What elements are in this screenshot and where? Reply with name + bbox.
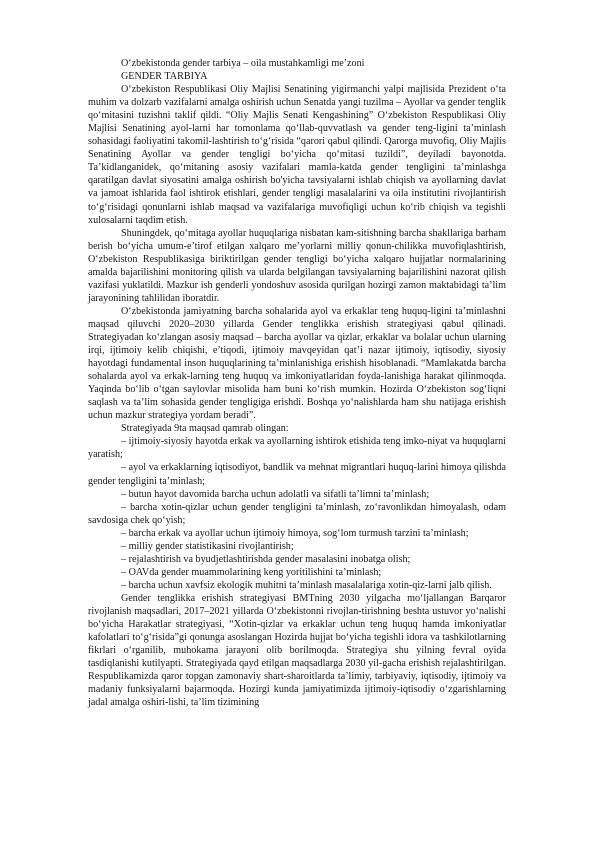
list-item: – barcha uchun xavfsiz ekologik muhitni ta’minlash masalalariga xotin-qiz-larni jalb qilish. [121, 579, 492, 591]
section-heading: GENDER TARBIYA [121, 71, 208, 83]
list-item: – rejalashtirish va byudjetlashtirishda gender masalasini inobatga olish; [121, 553, 411, 565]
document-title: O‘zbekistonda gender tarbiya – oila mustahkamligi me’zoni [121, 58, 365, 69]
closing-paragraph: Gender tenglikka erishish strategiyasi BMTning 2030 yilgacha mo‘ljallangan Barqaror rivojlanish maqsadlari, 2017–2021 yillarda O‘zbekistonni rivojlan-tirishning beshta ustuvor yo‘nalishi bo‘yicha Harakatlar strategiyasi, “Xotin-qizlar va erkaklar uchun teng huquq hamda imkoniyatlar kafolatlari to‘g‘risida”gi qonunga asoslangan Hozirda hujjat bo‘yicha tegishli idora va tashkilotlarning fikrlari o‘rganilib, muhokama jarayoni olib borilmoqda. Strategiya shu yilning fevral oyida tasdiqlanishi kutilyapti. Strategiyada qayd etilgan maqsadlarga 2030 yil-gacha erishish rejalashtirilgan. Respublikamizda qaror topgan zamonaviy shart-sharoitlarda ta’limiy, tarbiyaviy, iqtisodiy, ijtimoiy va madaniy funksiyalarni bajarmoqda. Hozirgi kunda jamiyatimizda ijtimoiy-iqtisodiy o‘zgarishlarning jadal amalga oshiri-lishi, ta’lim tizimining [88, 592, 506, 709]
list-item: – milliy gender statistikasini rivojlantirish; [121, 540, 294, 552]
paragraph-3: O‘zbekistonda jamiyatning barcha sohalarida ayol va erkaklar teng huquq-ligini ta’minlashni maqsad qiluvchi 2020–2030 yillarda Gender tenglikka erishish strategiyasi qabul qilinadi. Strategiyadan ko‘zlangan asosiy maqsad – barcha ayollar va qizlar, erkaklar va bolalar uchun ularning irqi, ijtimoiy kelib chiqishi, e’tiqodi, ijtimoiy mavqeyidan qat’i nazar ijtimoiy, iqtisodiy, siyosiy hayotdagi fundamental inson huquqlarining ta’minlanishiga erishish hisoblanadi. “Mamlakatda barcha sohalarda ayol va erkak-larning teng huquq va imkoniyatlaridan foyda-lanishiga harakat qilinmoqda. Yaqinda bo‘lib o‘tgan saylovlar misolida ham buni ko‘rish mumkin. Hozirda O‘zbekiston sog‘liqni saqlash va ta’lim sohasida gender tengligiga erishdi. Boshqa yo‘nalishlarda ham shu natijaga erishish uchun mazkur strategiya yordam beradi”. [88, 305, 506, 422]
list-item: – barcha erkak va ayollar uchun ijtimoiy himoya, sog‘lom turmush tarzini ta’minlash; [121, 527, 469, 539]
document-page [88, 57, 506, 709]
paragraph-1: O‘zbekiston Respublikasi Oliy Majlisi Senatining yigirmanchi yalpi majlisida Prezident o‘ta muhim va dolzarb vazifalarni amalga oshirish uchun Senatda yangi tuzilma – Ayollar va gender tenglik qo‘mitasini tuzishni taklif qildi. “Oliy Majlis Senati Kengashining” O‘zbekiston Respublikasi Oliy Majlisi Senatining ayol-larni har tomonlama qo‘llab-quvvatlash va gender teng-ligini ta’minlash sohasidagi faoliyatini takomil-lashtirish to‘g‘risida “qarori qabul qilindi. Qarorga muvofiq, Oliy Majlis Senatining Ayollar va gender tengligi bo‘yicha qo‘mitasi tuzildi”, deyiladi bayonotda. Ta’kidlanganidek, qo‘mitaning asosiy vazifalari mamla-katda gender tengligini ta’minlashga qaratilgan davlat siyosatini amalga oshirish bo'yicha tavsiyalarni ishlab chiqish va ayollarning davlat va jamoat ishlarida faol ishtirok etishlari, gender tengligi masalalarini va oila institutini rivojlantirish to‘g‘risidagi qonunlarni ishlab maqsad va vazifalariga muvofiqligi uchun ko‘rib chiqish va tegishli xulosalarni taqdim etish. [88, 84, 507, 226]
list-item: – butun hayot davomida barcha uchun adolatli va sifatli ta’limni ta’minlash; [121, 488, 430, 500]
list-item: – barcha xotin-qizlar uchun gender tengligini ta’minlash, zo‘ravonlikdan himoyalash, odam savdosiga chek qo‘yish; [88, 501, 506, 526]
list-item: – OAVda gender muammolarining keng yoritilishini ta’minlash; [121, 566, 382, 578]
list-item: – ayol va erkaklarning iqtisodiyot, bandlik va mehnat migrantlari huquq-larini himoya qilishda gender tengligini ta’minlash; [88, 462, 506, 487]
list-item: – ijtimoiy-siyosiy hayotda erkak va ayollarning ishtirok etishida teng imko-niyat va huquqlarni yaratish; [88, 436, 506, 461]
paragraph-2: Shuningdek, qo‘mitaga ayollar huquqlariga nisbatan kam-sitishning barcha shakllariga barham berish bo‘yicha umum-e’tirof etilgan xalqaro me’yorlarni milliy qonun-chilikka muvofiqlashtirish, O‘zbekiston Respublikasiga biriktirilgan gender tengligi bo‘yicha xalqaro hujjatlar normalarining amalda bajarilishini monitoring qilish va ularda belgilangan tavsiyalarning bajarilishini nazorat qilish vazifasi yuklatildi. Mazkur ish genderli yondoshuv asosida qurilgan hozirgi zamon maktabidagi ta’lim jarayonining tahlilidan iboratdir. [88, 227, 506, 304]
list-intro: Strategiyada 9ta maqsad qamrab olingan: [121, 423, 289, 435]
